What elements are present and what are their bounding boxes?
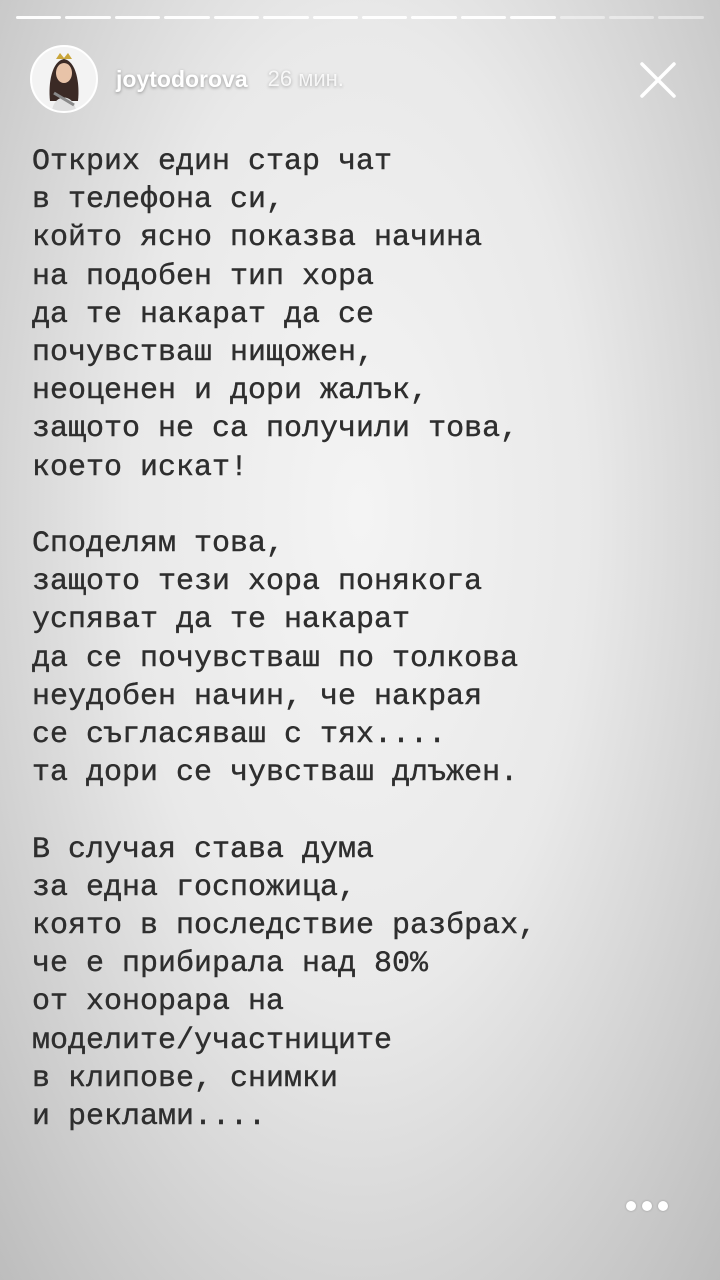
story-text: Открих един стар чат в телефона си, който ясно показва начина на подобен тип хора да те накарат да се почувстваш нищожен, неоценен и дори жалък, защото не са получили това, което искат! Споделям това, защото тези хора понякога успяват да те накарат да се почувстваш по толкова неудобен начин, че накрая се съгласяваш с тях.... та дори се чувстваш длъжен. В случая става дума за една госпожица, която в последствие разбрах, че е прибирала над 80% от хонорара на моделите/участниците в клипове, снимки и реклами.... [32,145,537,1135]
progress-segment [510,16,555,19]
progress-segment [560,16,605,19]
progress-segment [313,16,358,19]
progress-segment [115,16,160,19]
progress-segment [609,16,654,19]
avatar[interactable] [30,45,98,113]
more-dot [642,1201,652,1211]
progress-segment [65,16,110,19]
avatar-image [32,47,96,111]
progress-segment [411,16,456,19]
progress-segment [214,16,259,19]
progress-segment [16,16,61,19]
more-options-icon[interactable] [626,1196,670,1216]
progress-segment [362,16,407,19]
more-dot [626,1201,636,1211]
story-timestamp: 26 мин. [267,66,344,91]
progress-segment [263,16,308,19]
close-icon[interactable] [638,60,678,100]
story-progress-bar [16,16,704,20]
username[interactable]: joytodorova [116,65,248,92]
progress-segment [658,16,703,19]
story-header [30,44,704,114]
progress-segment [461,16,506,19]
progress-segment [164,16,209,19]
more-dot [658,1201,668,1211]
